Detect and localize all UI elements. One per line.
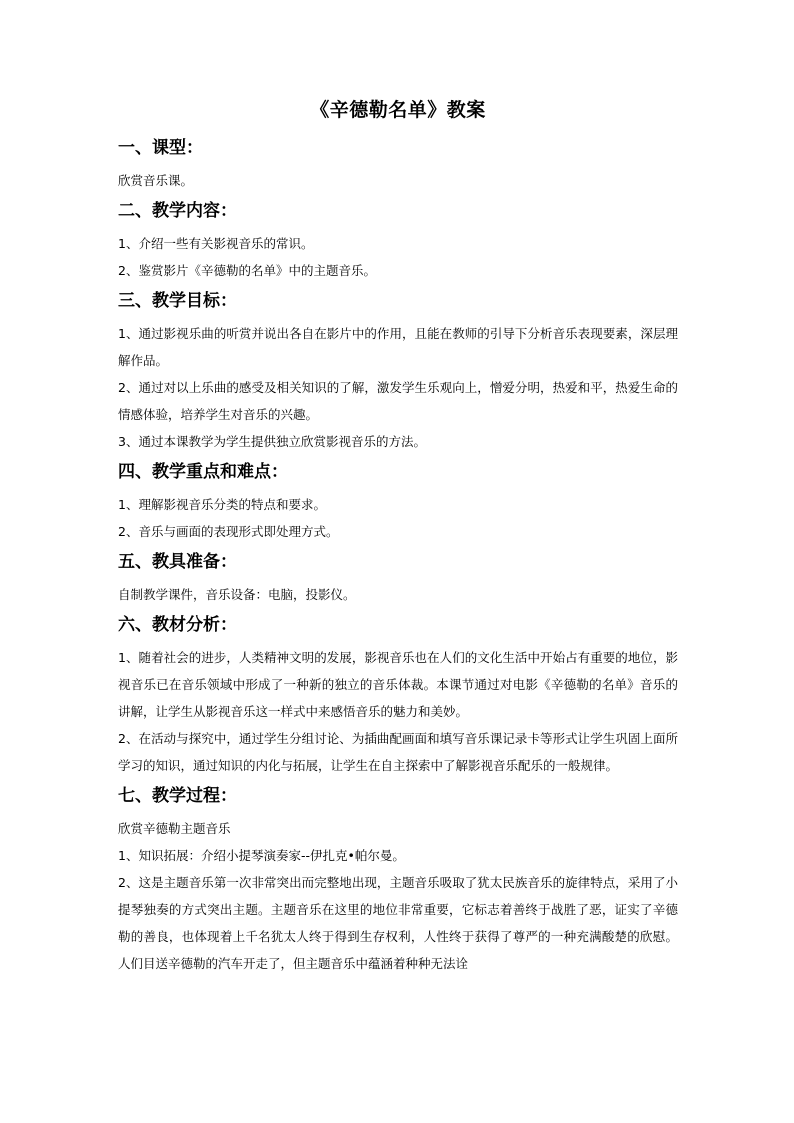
section-paragraph: 1、知识拓展：介绍小提琴演奏家--伊扎克•帕尔曼。	[118, 848, 405, 863]
document-title: 《辛德勒名单》教案	[310, 99, 486, 121]
section-paragraph: 2、音乐与画面的表现形式即处理方式。	[118, 524, 339, 539]
section-paragraph: 2、这是主题音乐第一次非常突出而完整地出现，主题音乐吸取了犹太民族音乐的旋律特点，采用了小提琴独奏的方式突出主题。主题音乐在这里的地位非常重要，它标志着善终于战胜了恶，证实了辛德勒的善良，也体现着上千名犹太人终于得到生存权利，人性终于获得了尊严的一种充满酸楚的欣慰。人们目送辛德勒的汽车开走了，但主题音乐中蕴涵着种种无法诠	[118, 875, 678, 971]
section-heading: 一、课型：	[118, 138, 203, 158]
section-paragraph: 3、通过本课教学为学生提供独立欣赏影视音乐的方法。	[118, 434, 426, 449]
section-lesson-type	[118, 135, 678, 194]
section-heading: 四、教学重点和难点：	[118, 462, 288, 482]
document-content	[118, 96, 678, 977]
section-paragraph: 欣赏辛德勒主题音乐	[118, 821, 231, 836]
section-teaching-process	[118, 783, 678, 977]
section-heading: 七、教学过程：	[118, 786, 237, 806]
section-paragraph: 1、通过影视乐曲的听赏并说出各自在影片中的作用，且能在教师的引导下分析音乐表现要素，深层理解作品。	[118, 326, 678, 368]
section-paragraph: 1、介绍一些有关影视音乐的常识。	[118, 236, 314, 251]
section-paragraph: 自制教学课件，音乐设备：电脑，投影仪。	[118, 587, 356, 602]
section-key-points	[118, 459, 678, 545]
section-paragraph: 2、通过对以上乐曲的感受及相关知识的了解，激发学生乐观向上，憎爱分明，热爱和平，热爱生命的情感体验，培养学生对音乐的兴趣。	[118, 380, 678, 422]
section-paragraph: 1、随着社会的进步，人类精神文明的发展，影视音乐也在人们的文化生活中开始占有重要的地位，影视音乐已在音乐领域中形成了一种新的独立的音乐体裁。本课节通过对电影《辛德勒的名单》音乐的讲解，让学生从影视音乐这一样式中来感悟音乐的魅力和美妙。	[118, 650, 678, 719]
section-heading: 二、教学内容：	[118, 201, 237, 221]
section-heading: 六、教材分析：	[118, 615, 237, 635]
section-teaching-goals	[118, 288, 678, 455]
section-heading: 三、教学目标：	[118, 291, 237, 311]
section-paragraph: 欣赏音乐课。	[118, 173, 194, 188]
section-heading: 五、教具准备：	[118, 552, 237, 572]
section-material-analysis	[118, 612, 678, 779]
section-teaching-aids	[118, 549, 678, 608]
section-teaching-content	[118, 198, 678, 284]
section-paragraph: 2、鉴赏影片《辛德勒的名单》中的主题音乐。	[118, 263, 376, 278]
section-paragraph: 1、理解影视音乐分类的特点和要求。	[118, 497, 326, 512]
section-paragraph: 2、在活动与探究中，通过学生分组讨论、为插曲配画面和填写音乐课记录卡等形式让学生巩固上面所学习的知识，通过知识的内化与拓展，让学生在自主探索中了解影视音乐配乐的一般规律。	[118, 731, 678, 773]
